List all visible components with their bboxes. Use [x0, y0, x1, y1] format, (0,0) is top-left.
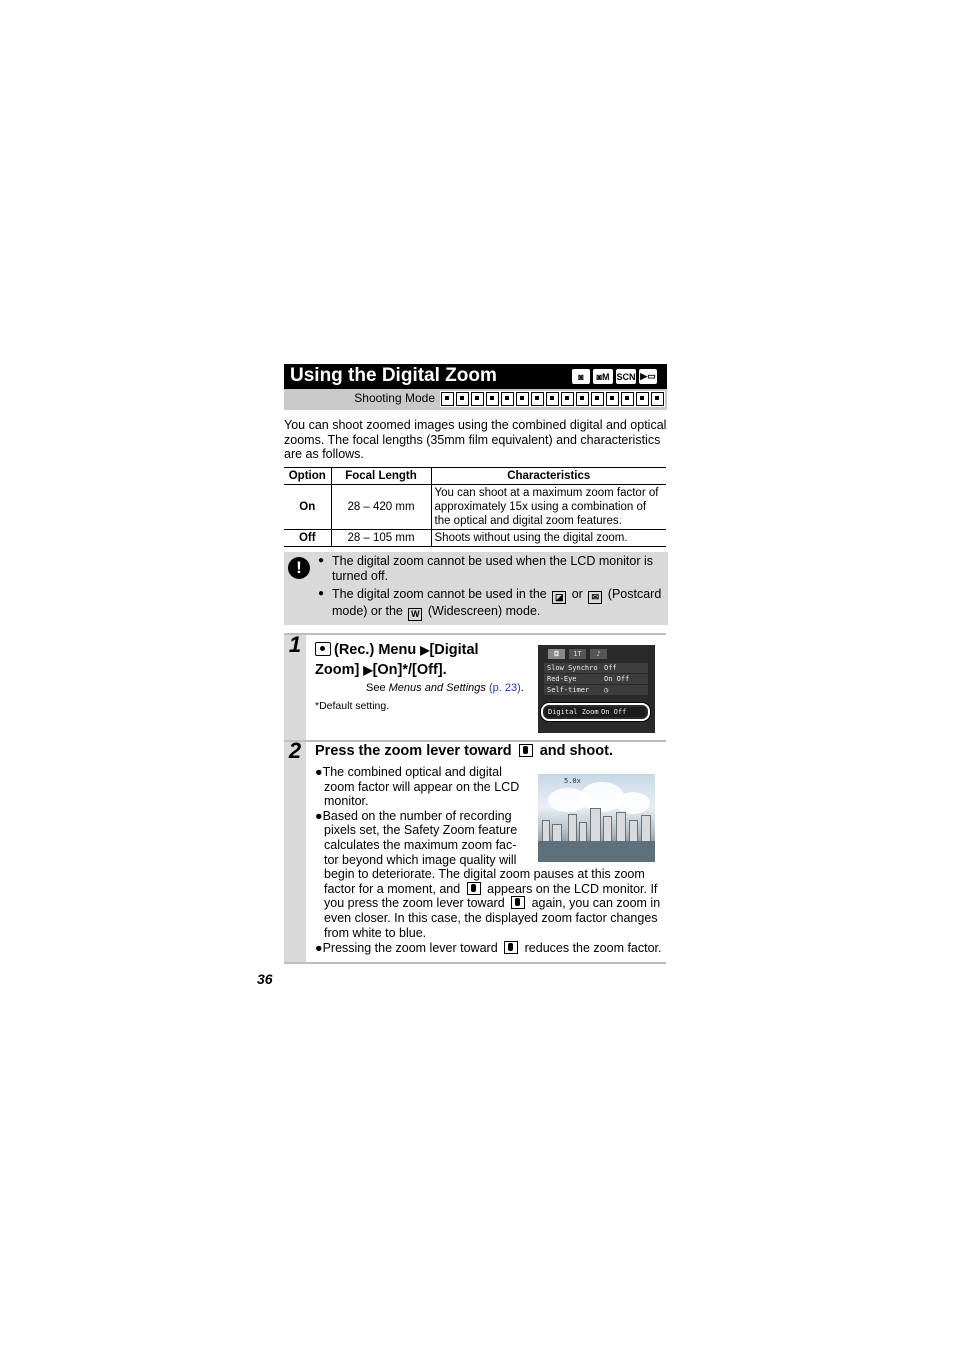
bullet-text: begin to deteriorate. The digital zoom pauses at this zoom factor for a moment, and: [324, 867, 645, 896]
step-number: 1: [288, 632, 302, 657]
lcd-tab-mycamera: ♪: [590, 649, 607, 659]
step-divider: [284, 633, 666, 635]
step-column: [284, 742, 306, 963]
mode-fireworks-icon: [606, 392, 619, 406]
postcard-icon: ✉: [588, 591, 602, 604]
mode-icons-top: [572, 369, 657, 384]
shooting-mode-bar: [284, 389, 667, 410]
caution-box: [284, 552, 668, 625]
wide-angle-icon: [504, 941, 518, 954]
see-title: Menus and Settings: [388, 682, 486, 694]
caution-item: [318, 587, 664, 621]
lcd-menu-row: [544, 663, 648, 673]
rec-menu-icon: [315, 642, 331, 656]
zoom-factor-readout: 5.0x: [564, 777, 581, 785]
table-header: Option: [284, 468, 331, 485]
lcd-menu-row: [544, 674, 648, 684]
mode-portrait-icon: [471, 392, 484, 406]
table-cell-characteristics: You can shoot at a maximum zoom factor of approximately 15x using a combination of the optical and digital zoom features.: [431, 485, 666, 530]
page-title: Using the Digital Zoom: [290, 365, 497, 386]
table-header: Characteristics: [431, 468, 666, 485]
shooting-mode-icons: [440, 391, 665, 407]
page-number: 36: [257, 971, 273, 987]
mode-foliage-icon: [561, 392, 574, 406]
lcd-row-value: Off: [604, 664, 617, 672]
caution-text: (Postcard mode) or the: [332, 587, 662, 618]
lcd-tab-setup: 1T: [569, 649, 586, 659]
step2-title-part: and shoot.: [539, 743, 613, 759]
arrow-right-icon: ▶: [420, 643, 430, 657]
section-title-bar: [284, 364, 667, 389]
caution-text: (Widescreen) mode.: [427, 604, 541, 618]
table-cell-characteristics: Shoots without using the digital zoom.: [431, 530, 666, 547]
movie-icon: ▶▭: [639, 369, 657, 384]
caution-text: The digital zoom cannot be used in the: [332, 587, 547, 601]
lcd-menu-row: [544, 685, 648, 695]
table-row: [284, 485, 666, 530]
step-divider: [284, 740, 666, 742]
mode-landscape-icon: [486, 392, 499, 406]
lcd-selected-row: [545, 707, 645, 717]
caution-icon: !: [288, 557, 310, 579]
scene-icon: SCN: [616, 369, 636, 384]
lcd-row-value: ◷: [604, 686, 609, 694]
lcd-row-value: On Off: [604, 675, 630, 683]
focal-length-table: [284, 467, 666, 547]
stitch-assist-icon: ◪: [552, 591, 566, 604]
arrow-right-icon: ▶: [363, 663, 373, 677]
camera-auto-icon: ◙: [572, 369, 590, 384]
bullet-text: The combined optical and digital zoom factor will appear on the LCD monitor.: [322, 765, 520, 809]
caution-text: or: [571, 587, 583, 601]
mode-aquarium-icon: [621, 392, 634, 406]
lcd-row-value: On Off: [601, 708, 627, 716]
table-cell-option: Off: [284, 530, 331, 547]
telephoto-icon: [511, 896, 525, 909]
step2-body: [315, 765, 665, 956]
lcd-tabs: [548, 649, 607, 659]
bullet-text: Based on the number of recording pixels set, the Safety Zoom feature calculates the maximum zoom fac-tor beyond which image quality will: [322, 808, 518, 867]
lcd-row-label: Digital Zoom: [548, 708, 599, 716]
caution-list: [318, 554, 664, 621]
step1-title-part: [On]*/[Off].: [372, 662, 447, 678]
bullet-text: reduces the zoom factor.: [524, 941, 662, 956]
table-header: Focal Length: [331, 468, 431, 485]
mode-indoor-icon: [531, 392, 544, 406]
telephoto-icon: [519, 744, 533, 757]
table-cell-option: On: [284, 485, 331, 530]
caution-item: ● The digital zoom cannot be used when the LCD monitor is turned off.: [318, 554, 664, 583]
page-link[interactable]: (p. 23): [488, 682, 521, 694]
step2-title: [315, 743, 613, 759]
step1-title-part: [Digital Zoom]: [315, 642, 479, 678]
mode-night-icon: [501, 392, 514, 406]
table-row: [284, 530, 666, 547]
step2-title-part: Press the zoom lever toward: [315, 743, 512, 759]
bullet-text: Pressing the zoom lever toward: [322, 941, 498, 956]
default-setting-note: *Default setting.: [315, 700, 390, 712]
table-cell-focal: 28 – 420 mm: [331, 485, 431, 530]
mode-snow-icon: [576, 392, 589, 406]
mode-kids-icon: [516, 392, 529, 406]
step1-title-part: (Rec.) Menu: [334, 642, 417, 658]
bullet-item: ●Based on the number of recording pixels set, the Safety Zoom feature calculates the maximum zoom fac-tor beyond which image quality will: [315, 808, 518, 867]
bullet-item: ●Pressing the zoom lever toward reduces the zoom factor.: [315, 941, 662, 956]
bullet-text: again, you can zoom in even closer. In this case, the displayed zoom factor changes from white to blue.: [324, 896, 661, 940]
bullet-text: appears on the LCD monitor. If you press the zoom lever toward: [324, 881, 658, 911]
mode-auto-icon: [441, 392, 454, 406]
step1-title: [315, 640, 525, 680]
see-text: See: [366, 682, 389, 694]
see-text: .: [520, 682, 524, 694]
lcd-row-label: Self-timer: [547, 686, 590, 694]
lcd-row-label: Red-Eye: [547, 675, 577, 683]
camera-manual-icon: ◙M: [593, 369, 613, 384]
safety-zoom-icon: [467, 882, 481, 895]
widescreen-icon: W: [408, 608, 422, 621]
lcd-row-label: Slow Synchro: [547, 664, 598, 672]
bullet-item: ●The combined optical and digital zoom factor will appear on the LCD monitor.: [315, 765, 520, 809]
mode-movie-icon: [651, 392, 664, 406]
table-header-row: [284, 468, 666, 485]
mode-underwater-icon: [636, 392, 649, 406]
step-number: 2: [288, 738, 302, 763]
shooting-mode-label: Shooting Mode: [354, 391, 435, 405]
step-divider: [284, 962, 666, 964]
see-reference: [366, 682, 524, 694]
mode-manual-icon: [456, 392, 469, 406]
table-cell-focal: 28 – 105 mm: [331, 530, 431, 547]
lcd-tab-rec: ◘: [548, 649, 565, 659]
intro-paragraph: You can shoot zoomed images using the combined digital and optical zooms. The focal lengths (35mm film equivalent) and characteristics are as follows.: [284, 418, 667, 461]
mode-sunset-icon: [546, 392, 559, 406]
bullet-continuation: [315, 867, 665, 940]
lcd-menu-screen: [538, 645, 655, 733]
mode-beach-icon: [591, 392, 604, 406]
